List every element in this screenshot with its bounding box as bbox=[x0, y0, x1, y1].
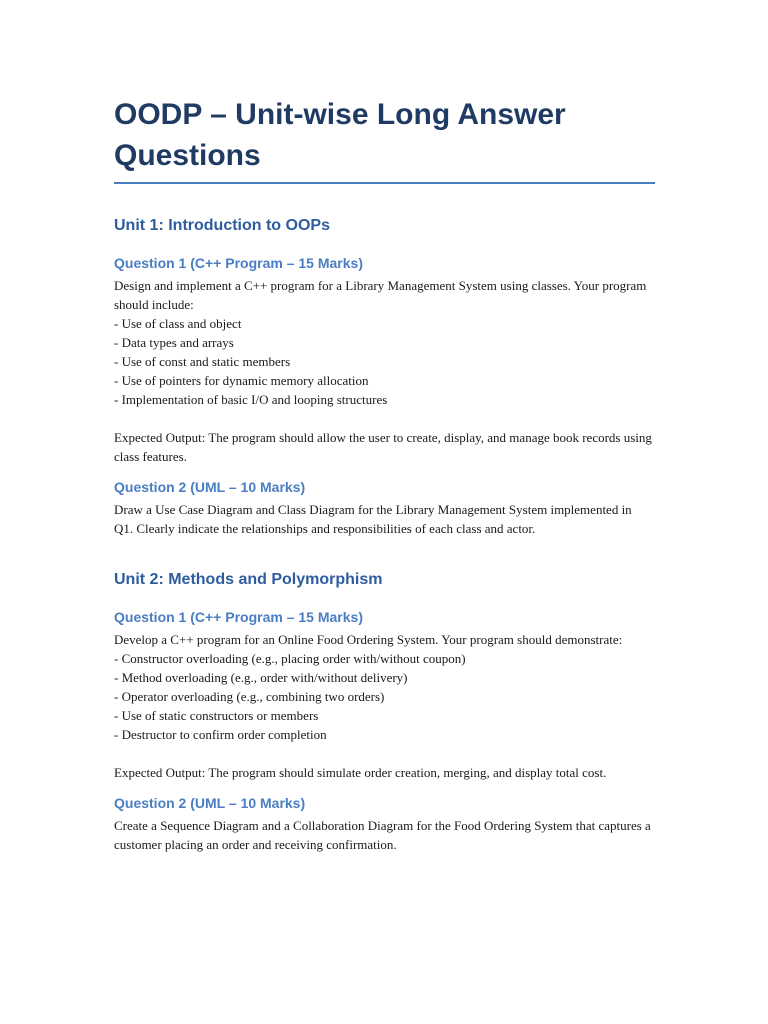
unit-heading: Unit 2: Methods and Polymorphism bbox=[114, 571, 383, 588]
question-heading: Question 1 (C++ Program – 15 Marks) bbox=[114, 609, 363, 625]
list-item: - Use of pointers for dynamic memory allocation bbox=[114, 373, 369, 388]
list-item: - Use of const and static members bbox=[114, 354, 291, 369]
question-block bbox=[114, 794, 654, 854]
question-text: Develop a C++ program for an Online Food Ordering System. Your program should demonstrate: bbox=[114, 632, 623, 647]
expected-output: Expected Output: The program should simulate order creation, merging, and display total cost. bbox=[114, 765, 607, 780]
list-item: - Operator overloading (e.g., combining two orders) bbox=[114, 689, 385, 704]
list-item: - Destructor to confirm order completion bbox=[114, 727, 327, 742]
requirements-list bbox=[114, 649, 654, 744]
list-item: - Method overloading (e.g., order with/without delivery) bbox=[114, 670, 408, 685]
list-item: - Implementation of basic I/O and looping structures bbox=[114, 392, 388, 407]
question-block bbox=[114, 254, 654, 466]
question-text: Draw a Use Case Diagram and Class Diagram for the Library Management System implemented in Q1. Clearly indicate the relationships and responsibilities of each class and actor. bbox=[114, 502, 635, 536]
question-text: Create a Sequence Diagram and a Collaboration Diagram for the Food Ordering System that captures a customer placing an order and receiving confirmation. bbox=[114, 818, 655, 852]
question-text: Design and implement a C++ program for a Library Management System using classes. Your program should include: bbox=[114, 278, 650, 312]
list-item: - Use of class and object bbox=[114, 316, 242, 331]
title-underline bbox=[114, 182, 655, 184]
question-heading: Question 2 (UML – 10 Marks) bbox=[114, 795, 306, 811]
question-block bbox=[114, 478, 654, 538]
question-block bbox=[114, 608, 654, 782]
requirements-list bbox=[114, 314, 654, 409]
unit-2-section bbox=[114, 570, 654, 854]
unit-heading: Unit 1: Introduction to OOPs bbox=[114, 217, 330, 234]
question-heading: Question 1 (C++ Program – 15 Marks) bbox=[114, 255, 363, 271]
unit-1-section bbox=[114, 216, 654, 538]
list-item: - Data types and arrays bbox=[114, 335, 234, 350]
list-item: - Constructor overloading (e.g., placing order with/without coupon) bbox=[114, 651, 466, 666]
list-item: - Use of static constructors or members bbox=[114, 708, 319, 723]
document-title: OODP – Unit-wise Long Answer Questions bbox=[114, 98, 566, 172]
expected-output: Expected Output: The program should allow the user to create, display, and manage book records using class features. bbox=[114, 430, 656, 464]
question-heading: Question 2 (UML – 10 Marks) bbox=[114, 479, 306, 495]
